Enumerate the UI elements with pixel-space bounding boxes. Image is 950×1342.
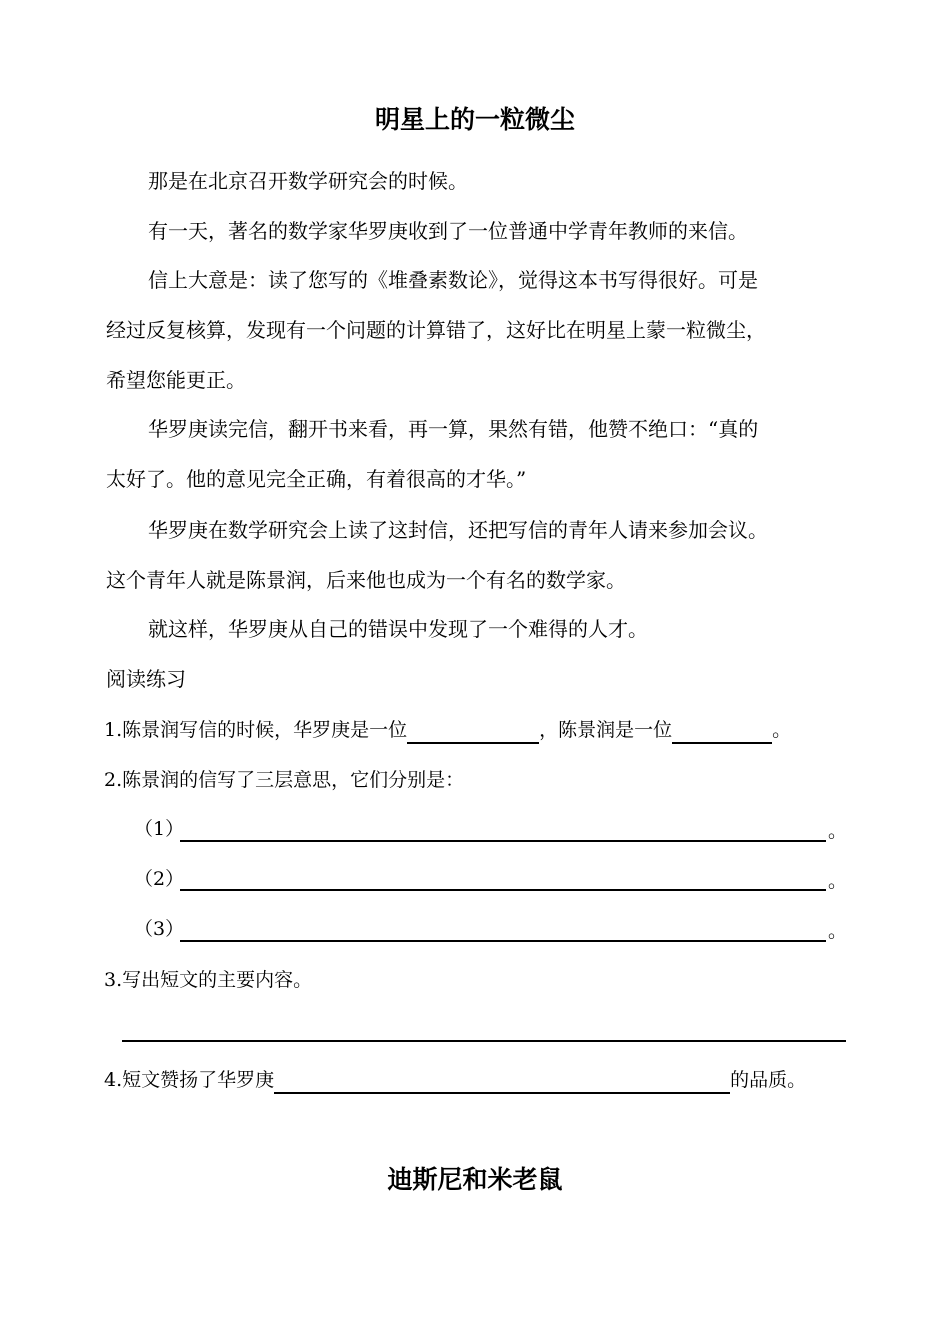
question-1-part-c: 。 [772,719,792,741]
answer-line[interactable] [180,940,826,942]
paragraph-line: 太好了。他的意见完全正确，有着很高的才华。” [106,467,527,491]
period: 。 [828,820,848,842]
paragraph-line: 华罗庚读完信，翻开书来看，再一算，果然有错，他赞不绝口：“真的 [148,417,759,441]
period: 。 [828,870,848,892]
answer-blank[interactable] [407,720,539,744]
question-1-part-b: ，陈景润是一位 [539,719,673,741]
question-4 [104,1066,806,1094]
question-2-item-label: （2） [134,868,185,890]
paragraph-line: 有一天，著名的数学家华罗庚收到了一位普通中学青年教师的来信。 [148,219,748,243]
exercise-heading: 阅读练习 [106,667,186,691]
answer-line[interactable] [122,1040,846,1042]
paragraph-line: 经过反复核算，发现有一个问题的计算错了，这好比在明星上蒙一粒微尘， [106,318,766,342]
question-2: 2.陈景润的信写了三层意思，它们分别是： [104,769,465,791]
answer-blank[interactable] [672,720,772,744]
question-1-part-a: 1.陈景润写信的时候，华罗庚是一位 [104,719,408,741]
next-story-title: 迪斯尼和米老鼠 [387,1165,563,1194]
answer-line[interactable] [180,889,826,891]
question-2-item-label: （3） [134,918,185,940]
paragraph-line: 那是在北京召开数学研究会的时候。 [148,169,468,193]
paragraph-line: 这个青年人就是陈景润，后来他也成为一个有名的数学家。 [106,568,626,592]
question-4-part-b: 的品质。 [730,1069,807,1091]
question-4-part-a: 4.短文赞扬了华罗庚 [104,1069,275,1091]
paragraph-line: 华罗庚在数学研究会上读了这封信，还把写信的青年人请来参加会议。 [148,518,768,542]
question-2-item-label: （1） [134,818,185,840]
question-1 [104,716,791,744]
answer-line[interactable] [180,840,826,842]
paragraph-line: 就这样，华罗庚从自己的错误中发现了一个难得的人才。 [148,617,648,641]
question-3: 3.写出短文的主要内容。 [104,969,313,991]
paragraph-line: 希望您能更正。 [106,368,246,392]
paragraph-line: 信上大意是：读了您写的《堆叠素数论》，觉得这本书写得很好。可是 [148,268,758,292]
story-title: 明星上的一粒微尘 [374,105,575,134]
period: 。 [828,920,848,942]
answer-blank[interactable] [274,1070,730,1094]
